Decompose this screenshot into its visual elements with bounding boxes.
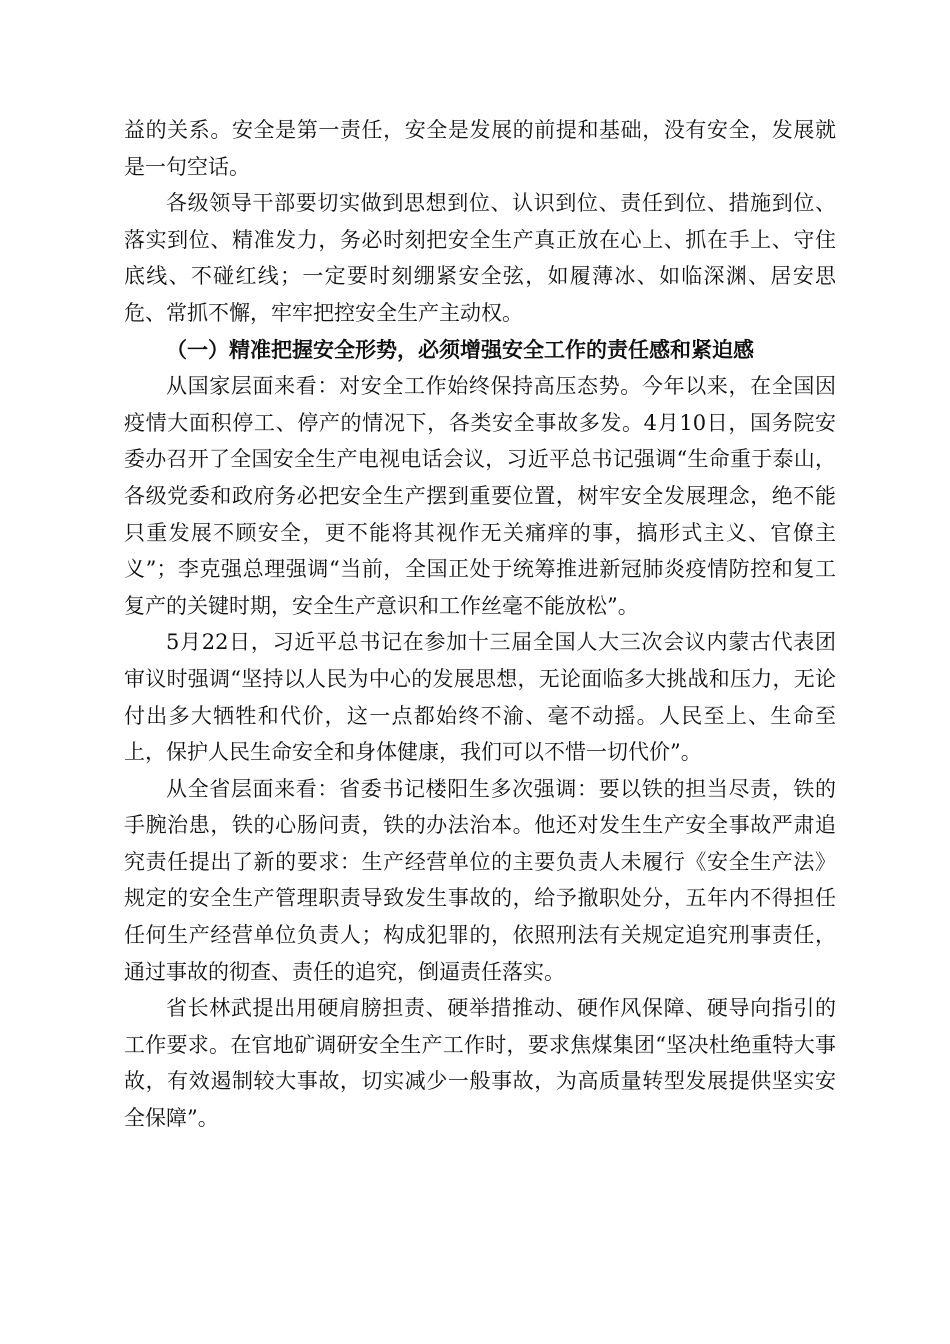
section-heading: （一）精准把握安全形势，必须增强安全工作的责任感和紧迫感	[166, 336, 754, 362]
paragraph-provincial-level: 从全省层面来看：省委书记楼阳生多次强调：要以铁的担当尽责，铁的手腕治患，铁的心肠问责，铁的办法治本。他还对发生生产安全事故严肃追究责任提出了新的要求：生产经营单位的主要负责人未履行《安全生产法》规定的安全生产管理职责导致发生事故的，给予撤职处分，五年内不得担任任何生产经营单位负责人；构成犯罪的，依照刑法有关规定追究刑事责任，通过事故的彻查、责任的追究，倒逼责任落实。	[124, 776, 836, 984]
paragraph-governor-requirements: 省长林武提出用硬肩膀担责、硬举措推动、硬作风保障、硬导向指引的工作要求。在官地矿调研安全生产工作时，要求焦煤集团“坚决杜绝重特大事故，有效遏制较大事故，切实减少一般事故，为高质量转型发展提供坚实安全保障”。	[124, 996, 836, 1131]
document-body	[124, 112, 836, 1137]
paragraph-continuation: 益的关系。安全是第一责任，安全是发展的前提和基础，没有安全，发展就是一句空话。	[124, 118, 836, 179]
paragraph-national-level: 从国家层面来看：对安全工作始终保持高压态势。今年以来，在全国因疫情大面积停工、停产的情况下，各类安全事故多发。4月10日，国务院安委办召开了全国安全生产电视电话会议，习近平总书记强调“生命重于泰山，各级党委和政府务必把安全生产摆到重要位置，树牢安全发展理念，绝不能只重发展不顾安全，更不能将其视作无关痛痒的事，搞形式主义、官僚主义”；李克强总理强调“当前，全国正处于统筹推进新冠肺炎疫情防控和复工复产的关键时期，安全生产意识和工作丝毫不能放松”。	[124, 374, 836, 618]
paragraph-leadership-duties: 各级领导干部要切实做到思想到位、认识到位、责任到位、措施到位、落实到位、精准发力，务必时刻把安全生产真正放在心上、抓在手上、守住底线、不碰红线；一定要时刻绷紧安全弦，如履薄冰、如临深渊、居安思危、常抓不懈，牢牢把控安全生产主动权。	[124, 191, 836, 325]
paragraph-may-22: 5月22日，习近平总书记在参加十三届全国人大三次会议内蒙古代表团审议时强调“坚持以人民为中心的发展思想，无论面临多大挑战和压力，无论付出多大牺牲和代价，这一点都始终不渝、毫不动摇。人民至上、生命至上，保护人民生命安全和身体健康，我们可以不惜一切代价”。	[124, 630, 836, 765]
